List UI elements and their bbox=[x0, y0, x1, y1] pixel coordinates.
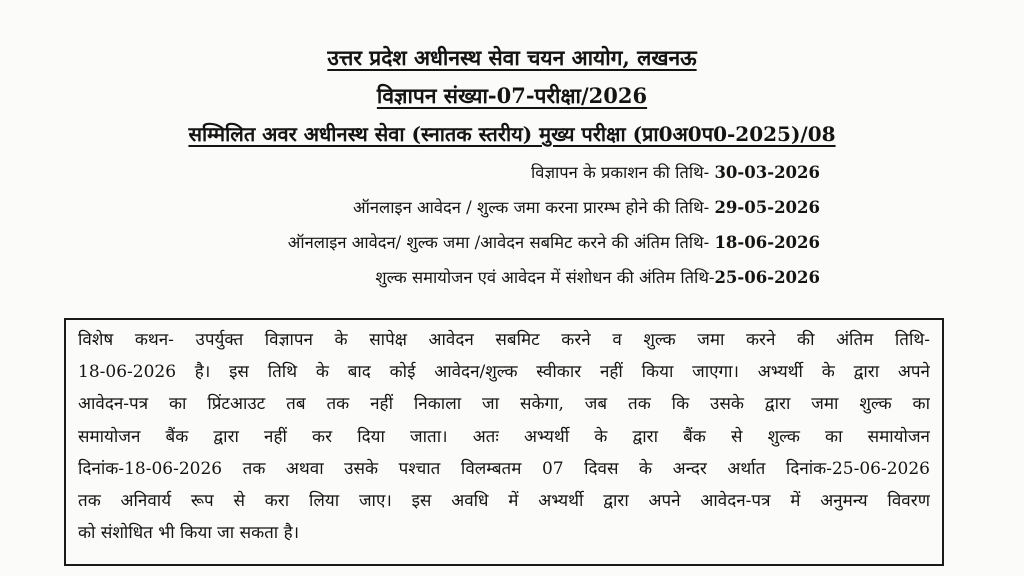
date-value: 25-06-2026 bbox=[714, 268, 820, 287]
notice-line: 18-06-2026 है। इस तिथि के बाद कोई आवेदन/शुल्क स्वीकार नहीं किया जाएगा। अभ्यर्थी के द्वारा अपने bbox=[78, 362, 930, 383]
date-line-correction-end bbox=[375, 265, 820, 288]
exam-title: सम्मिलित अवर अधीनस्थ सेवा (स्नातक स्तरीय) मुख्य परीक्षा (प्रा0अ0प0-2025)/08 bbox=[188, 122, 836, 146]
notice-line: विशेष कथन- उपर्युक्त विज्ञापन के सापेक्ष आवेदन सबमिट करने व शुल्क जमा करने की अंतिम तिथि- bbox=[78, 330, 930, 350]
notice-line: आवेदन-पत्र का प्रिंटआउट तब तक नहीं निकाला जा सकेगा, जब तक कि उसके द्वारा जमा शुल्क का bbox=[78, 394, 930, 415]
date-line-application-end bbox=[288, 230, 820, 253]
advertisement-number: विज्ञापन संख्या-07-परीक्षा/2026 bbox=[376, 83, 648, 108]
date-value: 29-05-2026 bbox=[714, 198, 820, 217]
notice-line: को संशोधित भी किया जा सकता है। bbox=[78, 523, 300, 544]
date-value: 30-03-2026 bbox=[714, 163, 820, 182]
special-notice-box bbox=[64, 318, 944, 566]
date-label: शुल्क समायोजन एवं आवेदन में संशोधन की अंतिम तिथि- bbox=[375, 268, 715, 287]
notice-line: दिनांक-18-06-2026 तक अथवा उसके पश्चात विलम्बतम 07 दिवस के अन्दर अर्थात दिनांक-25-06-2026 bbox=[78, 458, 930, 479]
date-label: ऑनलाइन आवेदन / शुल्क जमा करना प्रारम्भ होने की तिथि- bbox=[352, 198, 715, 217]
date-line-publication bbox=[531, 160, 820, 183]
date-label: ऑनलाइन आवेदन/ शुल्क जमा /आवेदन सबमिट करने की अंतिम तिथि- bbox=[287, 233, 715, 252]
organization-heading bbox=[60, 44, 964, 72]
notice-line: समायोजन बैंक द्वारा नहीं कर दिया जाता। अतः अभ्यर्थी के द्वारा बैंक से शुल्क का समायोजन bbox=[78, 426, 930, 447]
date-line-application-start bbox=[353, 195, 820, 218]
advertisement-heading bbox=[60, 82, 964, 110]
exam-heading bbox=[60, 120, 964, 147]
date-value: 18-06-2026 bbox=[714, 233, 820, 252]
notice-line: तक अनिवार्य रूप से करा लिया जाए। इस अवधि में अभ्यर्थी द्वारा अपने आवेदन-पत्र में अनुमन्य विवरण bbox=[78, 490, 930, 511]
organization-name: उत्तर प्रदेश अधीनस्थ सेवा चयन आयोग, लखनऊ bbox=[327, 45, 697, 70]
date-label: विज्ञापन के प्रकाशन की तिथि- bbox=[531, 163, 715, 182]
